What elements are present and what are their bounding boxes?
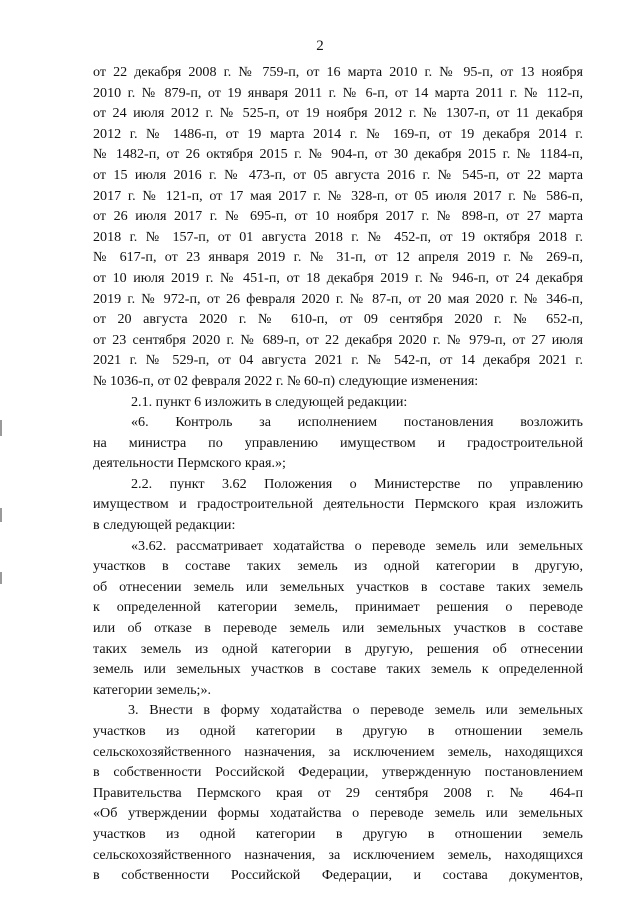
text-line: 2021 г. № 529-п, от 04 августа 2021 г. № 542-п, от 14 декабря 2021 г. [93, 352, 583, 369]
text-line: от 23 сентября 2020 г. № 689-п, от 22 декабря 2020 г. № 979-п, от 27 июля [93, 331, 583, 348]
text-line: 2012 г. № 1486-п, от 19 марта 2014 г. № 169-п, от 19 декабря 2014 г. [93, 125, 583, 142]
scan-edge-mark [0, 508, 2, 522]
text-line: «3.62. рассматривает ходатайства о переводе земель или земельных [131, 537, 583, 554]
text-line: имуществом и градостроительной деятельности Пермского края изложить [93, 496, 583, 513]
text-line: таких земель из одной категории в другую, решения об отнесении [93, 640, 583, 657]
text-line: от 22 декабря 2008 г. № 759-п, от 16 марта 2010 г. № 95-п, от 13 ноября [93, 64, 583, 80]
page-number: 2 [316, 38, 324, 54]
text-line: от 15 июля 2016 г. № 473-п, от 05 августа 2016 г. № 545-п, от 22 марта [93, 166, 583, 183]
scan-edge-mark [0, 572, 2, 584]
text-line: от 24 июля 2012 г. № 525-п, от 19 ноября 2012 г. № 1307-п, от 11 декабря [93, 105, 583, 122]
text-line: 2017 г. № 121-п, от 17 мая 2017 г. № 328-п, от 05 июля 2017 г. № 586-п, [93, 187, 583, 204]
text-line: № 617-п, от 23 января 2019 г. № 31-п, от 12 апреля 2019 г. № 269-п, [93, 249, 583, 266]
text-line: к определенной категории земель, принимает решения о переводе [93, 599, 583, 616]
text-line: 2.1. пункт 6 изложить в следующей редакции: [131, 393, 408, 410]
text-line: об отнесении земель или земельных участков в составе таких земель [93, 578, 583, 595]
text-line: участков из одной категории в другую в отношении земель [93, 723, 583, 739]
text-line: деятельности Пермского края.»; [93, 455, 286, 472]
text-line: от 26 июля 2017 г. № 695-п, от 10 ноября 2017 г. № 898-п, от 27 марта [93, 208, 583, 225]
document-body [93, 62, 583, 886]
text-line: в следующей редакции: [93, 517, 236, 534]
text-line: № 1482-п, от 26 октября 2015 г. № 904-п, от 30 декабря 2015 г. № 1184-п, [93, 146, 583, 163]
text-line: в собственности Российской Федерации, и состава документов, [93, 867, 583, 884]
text-line: 3. Внести в форму ходатайства о переводе земель или земельных [128, 702, 583, 719]
text-line: участков в составе таких земель из одной категории в другую, [93, 558, 583, 575]
text-line: от 20 августа 2020 г. № 610-п, от 09 сентября 2020 г. № 652-п, [93, 311, 583, 328]
text-line: № 1036-п, от 02 февраля 2022 г. № 60-п) следующие изменения: [93, 372, 479, 389]
text-line: 2018 г. № 157-п, от 01 августа 2018 г. № 452-п, от 19 октября 2018 г. [93, 228, 583, 245]
scan-edge-mark [0, 420, 2, 436]
text-line: на министра по управлению имуществом и градостроительной [93, 434, 583, 451]
text-line: участков из одной категории в другую в отношении земель [93, 825, 583, 842]
text-line: категории земель;». [93, 681, 212, 698]
text-line: 2010 г. № 879-п, от 19 января 2011 г. № 6-п, от 14 марта 2011 г. № 112-п, [93, 84, 583, 101]
text-line: сельскохозяйственного назначения, за исключением земель, находящихся [93, 743, 583, 760]
text-line: Правительства Пермского края от 29 сентября 2008 г. № 464-п [93, 784, 583, 801]
text-line: сельскохозяйственного назначения, за исключением земель, находящихся [93, 846, 583, 863]
text-line: «6. Контроль за исполнением постановления возложить [131, 414, 583, 431]
text-line: в собственности Российской Федерации, утвержденную постановлением [93, 764, 583, 781]
text-line: 2019 г. № 972-п, от 26 февраля 2020 г. № 87-п, от 20 мая 2020 г. № 346-п, [93, 290, 583, 307]
text-line: «Об утверждении формы ходатайства о переводе земель или земельных [93, 805, 583, 822]
text-line: земель или земельных участков в составе таких земель к определенной [93, 661, 583, 678]
text-line: 2.2. пункт 3.62 Положения о Министерстве по управлению [131, 475, 583, 492]
text-line: или об отказе в переводе земель или земельных участков в составе [93, 620, 583, 637]
text-line: от 10 июля 2019 г. № 451-п, от 18 декабря 2019 г. № 946-п, от 24 декабря [93, 269, 583, 286]
